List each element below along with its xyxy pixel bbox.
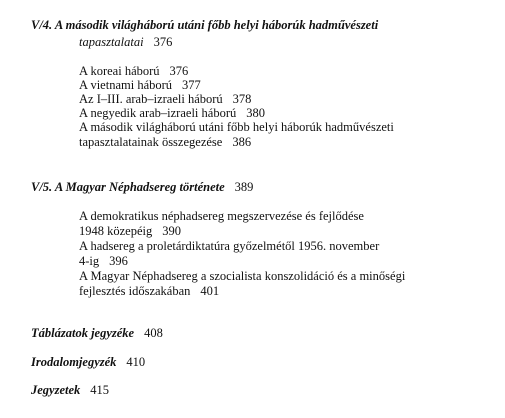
appendix-page: 410 [126,355,146,369]
appendix-page: 408 [144,326,163,340]
appendix-page: 415 [90,383,110,397]
toc-entry-text: A negyedik arab–izraeli háború [79,106,237,120]
toc-entry-text: A hadsereg a proletárdiktatúra győzelmétől 1956. november [79,239,380,253]
appendix-title: Jegyzetek [31,383,81,397]
appendix-title: Irodalomjegyzék [31,355,117,369]
toc-entry-line2 [79,284,219,299]
toc-entry-text: 1948 közepéig [79,224,153,238]
toc-entry-text: 4-ig [79,254,100,268]
section-v15-page: 389 [234,180,254,194]
section-v14-title-line2: tapasztalatai [79,35,144,49]
appendix-entry [31,355,145,370]
toc-entry-text: A demokratikus néphadsereg megszervezése és fejlődése [79,209,364,223]
section-v15-title: A Magyar Néphadsereg története [54,180,225,194]
toc-entry [79,106,265,121]
toc-entry-page: 386 [232,135,252,149]
toc-entry [79,78,201,93]
toc-entry-page: 390 [162,224,181,238]
section-v14-heading-cont [79,35,172,50]
section-v14-heading [31,18,378,33]
section-v14-number: V/4. [31,18,53,32]
toc-entry-page: 401 [200,284,220,298]
toc-entry-line1 [79,239,379,254]
toc-entry-text: tapasztalatainak összegezése [79,135,223,149]
toc-entry-text: A koreai háború [79,64,160,78]
toc-entry-line2 [79,135,251,150]
toc-entry-text: fejlesztés időszakában [79,284,191,298]
toc-entry-page: 376 [169,64,189,78]
toc-entry-page: 377 [182,78,201,92]
section-v14-page: 376 [153,35,173,49]
toc-entry-line2 [79,224,181,239]
section-v15-number: V/5. [31,180,53,194]
toc-entry-page: 378 [232,92,252,106]
section-v14-title-line1: A második világháború utáni főbb helyi háborúk hadművészeti [54,18,379,32]
toc-entry [79,64,188,79]
appendix-title: Táblázatok jegyzéke [31,326,135,340]
toc-entry-text: A Magyar Néphadsereg a szocialista konszolidáció és a minőségi [79,269,406,283]
appendix-entry [31,326,163,341]
toc-entry-text: A második világháború utáni főbb helyi háborúk hadművészeti [79,120,394,134]
toc-entry-page: 380 [246,106,265,120]
toc-entry-text: A vietnami háború [79,78,173,92]
toc-entry-line1 [79,269,405,284]
toc-entry-line2 [79,254,128,269]
toc-entry-line1 [79,120,394,135]
toc-entry-page: 396 [109,254,128,268]
appendix-entry [31,383,109,398]
section-v15-heading [31,180,253,195]
toc-entry-line1 [79,209,364,224]
toc-entry-text: Az I–III. arab–izraeli háború [79,92,223,106]
toc-entry [79,92,251,107]
